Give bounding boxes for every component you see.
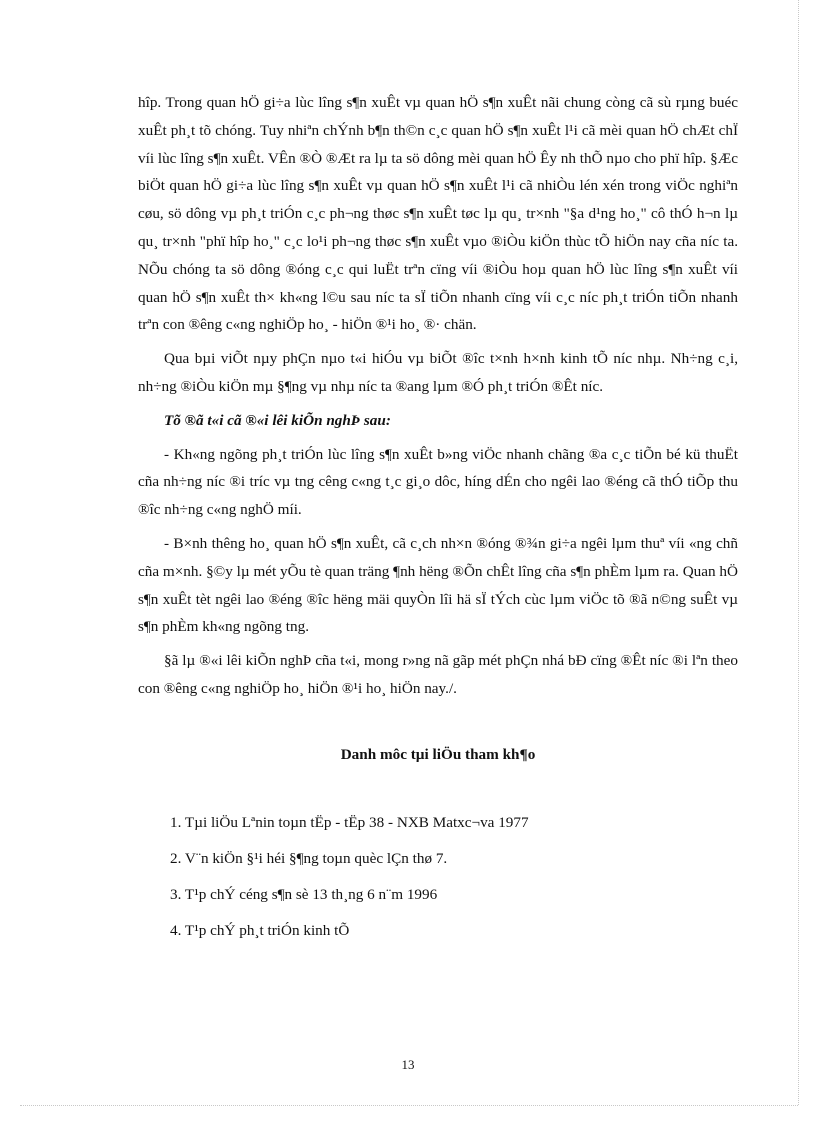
recommendation-heading: Tõ ®ã t«i cã ®«i lêi kiÕn nghÞ sau: [164,411,391,429]
reference-item: 4. T¹p chÝ ph¸t triÓn kinh tÕ [170,921,350,939]
recommendation-item: - B×nh thêng ho¸ quan hÖ s¶n xuÊt, cã c¸ch nh×n ®óng ®¾n gi÷a ngêi lµm thuª víi «ng chñ cña m×nh. §©y lµ mét yÕu tè quan träng ¶nh hëng ®Õn chÊt lîng cña s¶n phÈm lµm ra. Quan hÖ s¶n xuÊt tèt ngêi lao ®éng ®îc hëng mäi quyÒn lîi hä sÏ tÝch cùc lµm viÖc tõ ®ã n©ng suÊt vµ s¶n phÈm kh«ng ngõng tng. [138,534,738,636]
document-body [138,89,738,953]
body-paragraph: hîp. Trong quan hÖ gi÷a lùc lîng s¶n xuÊt vµ quan hÖ s¶n xuÊt nãi chung còng cã sù rµng buéc xuÊt ph¸t tõ chóng. Tuy nhiªn chÝnh b¶n th©n c¸c quan hÖ s¶n xuÊt l¹i cã mèi quan hÖ chÆt chÏ víi lùc lîng s¶n xuÊt. VÊn ®Ò ®Æt ra lµ ta sö dông mèi quan hÖ Êy nh thÕ nµo cho phï hîp. §Æc biÖt quan hÖ gi÷a lùc lîng s¶n xuÊt vµ quan hÖ s¶n xuÊt l¹i cã nhiÒu lén xén trong viÖc nghiªn cøu, sö dông vµ ph¸t triÓn c¸c ph¬ng thøc s¶n xuÊt tøc lµ qu¸ tr×nh "§a d¹ng ho¸" cô thÓ h¬n lµ qu¸ tr×nh "phï hîp ho¸" c¸c lo¹i ph¬ng thøc s¶n xuÊt vµo ®iÒu kiÖn thùc tÕ hiÖn nay cña níc ta. NÕu chóng ta sö dông ®óng c¸c qui luËt trªn cïng víi ®iÒu hoµ quan hÖ lùc lîng s¶n xuÊt víi quan hÖ s¶n xuÊt th× kh«ng l©u sau níc ta sÏ tiÕn nhanh cïng víi c¸c níc ph¸t triÓn tiÕn nhanh trªn con ®êng c«ng nghiÖp ho¸ - hiÖn ®¹i ho¸ ®· chän. [138,94,738,334]
references-title: Danh môc tµi liÖu tham kh¶o [340,745,536,763]
reference-item: 3. T¹p chÝ céng s¶n sè 13 th¸ng 6 n¨m 1996 [170,885,438,903]
body-paragraph: Qua bµi viÕt nµy phÇn nµo t«i hiÓu vµ biÕt ®îc t×nh h×nh kinh tÕ níc nhµ. Nh÷ng c¸i, nh÷ng ®iÒu kiÖn mµ §¶ng vµ nhµ níc ta ®ang lµm ®Ó ph¸t triÓn ®Êt níc. [138,350,738,395]
reference-item: 1. Tµi liÖu Lªnin toµn tËp - tËp 38 - NXB Matxc¬va 1977 [170,813,529,831]
page-border-bottom [20,1105,798,1106]
recommendation-item: - Kh«ng ngõng ph¸t triÓn lùc lîng s¶n xuÊt b»ng viÖc nhanh chãng ®a c¸c tiÕn bé kü thuËt cña nh÷ng níc ®i tríc vµ tng cêng c«ng t¸c gi¸o dôc, híng dÉn cho ngêi lao ®éng cã thÓ tiÕp thu ®îc nh÷ng c«ng nghÖ míi. [138,445,738,519]
closing-paragraph: §ã lµ ®«i lêi kiÕn nghÞ cña t«i, mong r»ng nã gãp mét phÇn nhá bÐ cïng ®Êt níc ®i lªn theo con ®êng c«ng nghiÖp ho¸ hiÖn ®¹i ho¸ hiÖn nay./. [138,652,738,697]
page-border-right [798,0,799,1105]
page-number: 13 [401,1057,415,1072]
references-list [138,809,738,944]
reference-item: 2. V¨n kiÖn §¹i héi §¶ng toµn quèc lÇn thø 7. [170,849,448,867]
